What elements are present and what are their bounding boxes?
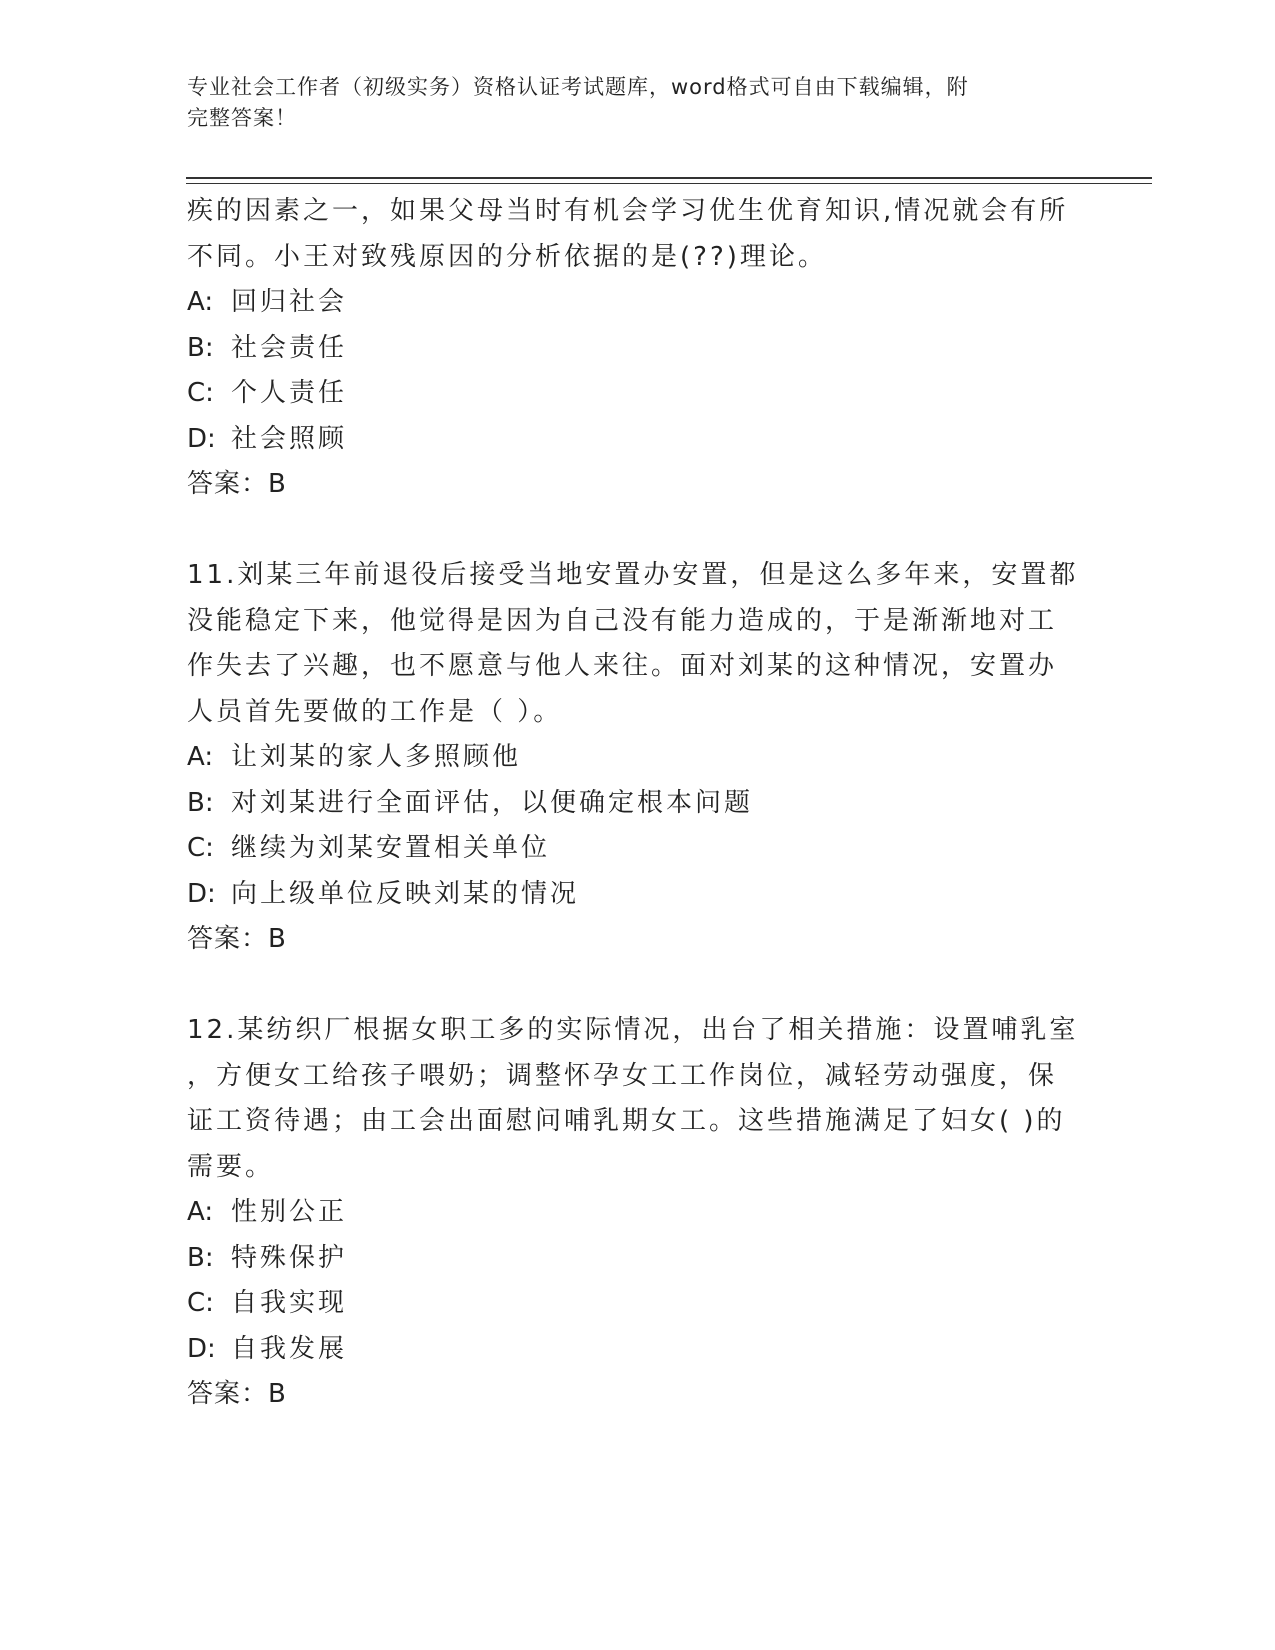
option-c <box>187 371 1087 417</box>
option-letter: D: <box>187 878 216 909</box>
option-letter: A: <box>187 1197 214 1227</box>
option-c <box>187 1281 1087 1327</box>
option-d <box>187 872 1087 918</box>
header-divider-thin <box>186 183 1152 184</box>
question-text-line: 证工资待遇；由工会出面慰问哺乳期女工。这些措施满足了妇女( )的 <box>187 1106 1066 1136</box>
option-letter: B: <box>187 1242 214 1273</box>
option-letter: D: <box>187 1333 216 1364</box>
option-a <box>187 280 1087 326</box>
question-text-line: 需要。 <box>187 1151 275 1182</box>
header-line-2: 完整答案！ <box>187 106 297 130</box>
answer-line: 答案：B <box>187 1379 287 1409</box>
header-line-1: 专业社会工作者（初级实务）资格认证考试题库，word格式可自由下载编辑，附 <box>187 75 969 99</box>
option-text: 社会照顾 <box>231 423 348 454</box>
option-text: 对刘某进行全面评估，以便确定根本问题 <box>231 787 754 818</box>
option-c <box>187 826 1087 872</box>
option-d <box>187 417 1087 463</box>
question-text-line: ，方便女工给孩子喂奶；调整怀孕女工工作岗位，减轻劳动强度，保 <box>187 1060 1058 1091</box>
option-a <box>187 735 1087 781</box>
option-text: 回归社会 <box>231 287 348 317</box>
option-b <box>187 1236 1087 1282</box>
header-divider-thick <box>186 177 1152 179</box>
answer-line: 答案：B <box>187 924 287 954</box>
option-text: 向上级单位反映刘某的情况 <box>231 878 580 909</box>
option-text: 社会责任 <box>231 332 348 363</box>
question-spacer <box>187 508 1087 554</box>
option-text: 特殊保护 <box>231 1242 348 1273</box>
option-text: 继续为刘某安置相关单位 <box>231 833 551 863</box>
option-letter: C: <box>187 378 214 408</box>
question-text-line: 11.刘某三年前退役后接受当地安置办安置，但是这么多年来，安置都 <box>187 560 1079 590</box>
option-letter: B: <box>187 787 214 818</box>
question-text-line: 没能稳定下来，他觉得是因为自己没有能力造成的，于是渐渐地对工 <box>187 605 1058 636</box>
option-b <box>187 326 1087 372</box>
answer-line: 答案：B <box>187 469 287 499</box>
question-10 <box>187 189 1087 508</box>
question-11 <box>187 553 1087 963</box>
option-a <box>187 1190 1087 1236</box>
question-text-line: 不同。小王对致残原因的分析依据的是(??)理论。 <box>187 241 827 272</box>
option-letter: C: <box>187 833 214 863</box>
option-text: 让刘某的家人多照顾他 <box>231 742 522 772</box>
option-b <box>187 781 1087 827</box>
option-letter: B: <box>187 332 214 363</box>
option-letter: A: <box>187 287 214 317</box>
option-letter: A: <box>187 742 214 772</box>
question-text-line: 12.某纺织厂根据女职工多的实际情况，出台了相关措施：设置哺乳室 <box>187 1015 1079 1045</box>
option-d <box>187 1327 1087 1373</box>
option-text: 自我发展 <box>231 1333 348 1364</box>
question-text-line: 人员首先要做的工作是（ ）。 <box>187 696 563 727</box>
question-text-line: 作失去了兴趣，也不愿意与他人来往。面对刘某的这种情况，安置办 <box>187 651 1058 681</box>
document-body <box>187 189 1087 1418</box>
document-header <box>187 72 1067 134</box>
question-12 <box>187 1008 1087 1418</box>
option-text: 性别公正 <box>231 1197 348 1227</box>
option-text: 自我实现 <box>231 1288 348 1318</box>
question-spacer <box>187 963 1087 1009</box>
option-text: 个人责任 <box>231 378 348 408</box>
option-letter: C: <box>187 1288 214 1318</box>
question-text-line: 疾的因素之一，如果父母当时有机会学习优生优育知识,情况就会有所 <box>187 196 1069 226</box>
option-letter: D: <box>187 423 216 454</box>
